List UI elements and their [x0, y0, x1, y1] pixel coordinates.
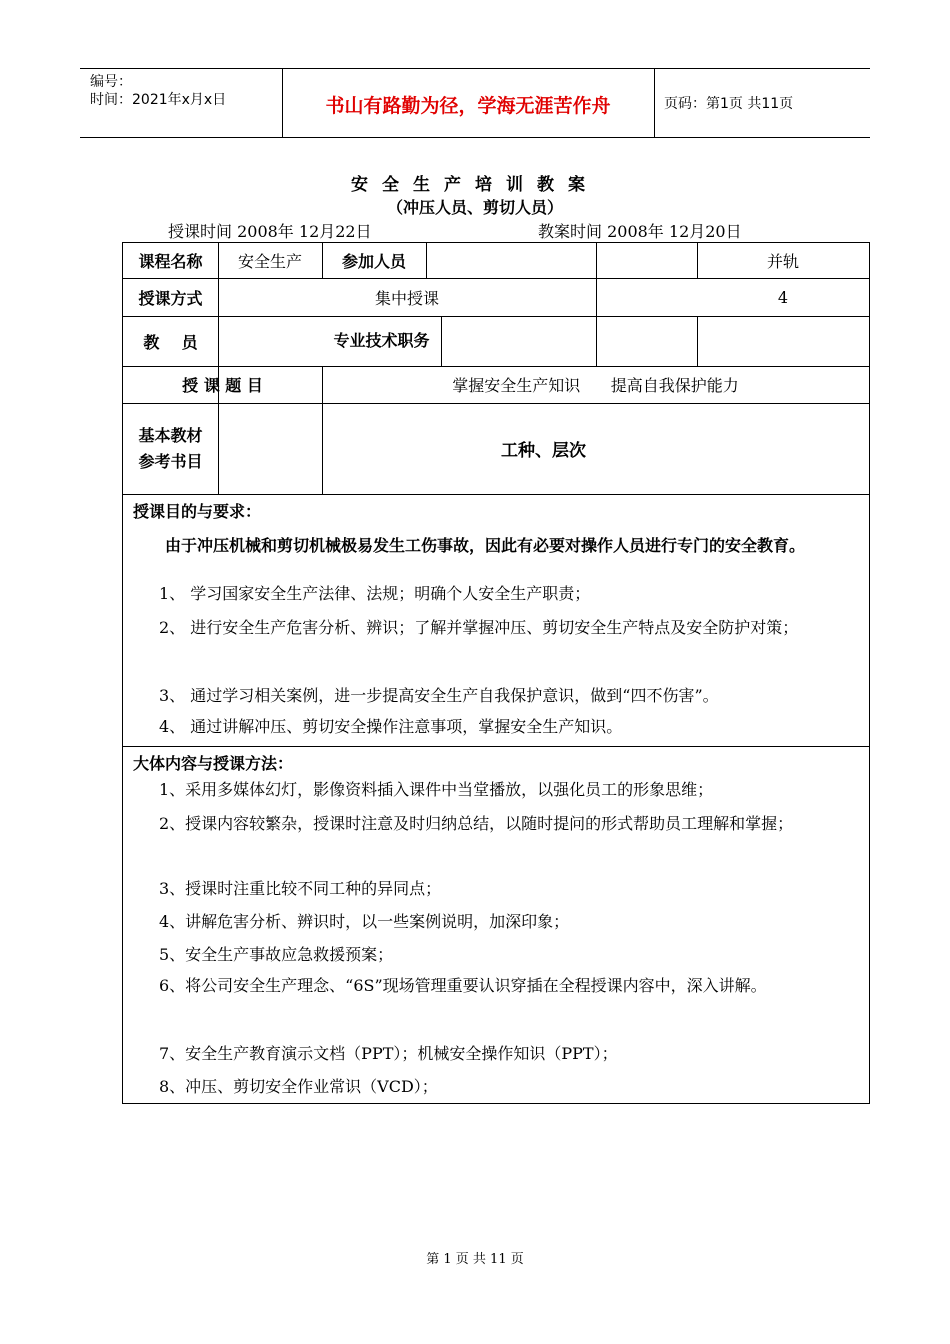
method-extra: 4 — [777, 287, 789, 307]
header-page-info: 页码：第1页 共11页 — [664, 96, 794, 112]
objective-item: 2、 进行安全生产危害分析、辨识；了解并掌握冲压、剪切安全生产特点及安全防护对策； — [159, 618, 799, 637]
method-label: 授课方式 — [138, 288, 203, 308]
content-heading: 大体内容与授课方法： — [133, 754, 294, 773]
plan-time: 教案时间 2008年 12月20日 — [538, 222, 742, 241]
page-footer: 第 1 页 共 11 页 — [426, 1252, 524, 1267]
course-name-value: 安全生产 — [237, 252, 302, 271]
topic-label: 授 课 题 目 — [182, 376, 263, 395]
header-info — [90, 73, 226, 109]
header-number: 编号： — [90, 74, 132, 90]
materials-label — [123, 403, 218, 494]
content-item: 3、授课时注重比较不同工种的异同点； — [159, 879, 442, 898]
participants-value: 并轨 — [766, 252, 799, 271]
header-divider — [654, 69, 655, 137]
col-line — [441, 316, 442, 366]
content-item: 5、安全生产事故应急救援预案； — [159, 945, 394, 964]
document-subtitle: （冲压人员、剪切人员） — [386, 198, 563, 217]
content-item: 8、冲压、剪切安全作业常识（VCD）； — [159, 1077, 438, 1096]
row-line — [123, 494, 869, 495]
lesson-plan-table — [122, 242, 870, 1104]
page-header — [80, 68, 870, 138]
content-item: 6、将公司安全生产理念、“6S”现场管理重要认识穿插在全程授课内容中，深入讲解。 — [159, 976, 767, 995]
content-item: 2、授课内容较繁杂，授课时注意及时归纳总结，以随时提问的形式帮助员工理解和掌握； — [159, 814, 794, 833]
row-line — [123, 316, 869, 317]
topic-value: 掌握安全生产知识 提高自我保护能力 — [452, 376, 739, 395]
objectives-heading: 授课目的与要求： — [133, 502, 262, 521]
content-item: 1、采用多媒体幻灯，影像资料插入课件中当堂播放，以强化员工的形象思维； — [159, 780, 714, 799]
col-line — [426, 243, 427, 278]
professional-title-label: 专业技术职务 — [333, 331, 430, 350]
materials-label-line1: 基本教材 — [138, 425, 203, 445]
objective-item: 1、 学习国家安全生产法律、法规；明确个人安全生产职责； — [159, 584, 591, 603]
course-name-label: 课程名称 — [138, 252, 203, 271]
content-item: 4、讲解危害分析、辨识时，以一些案例说明，加深印象； — [159, 912, 570, 931]
teach-time: 授课时间 2008年 12月22日 — [168, 222, 372, 241]
materials-label-line2: 参考书目 — [138, 451, 203, 471]
objectives-intro: 由于冲压机械和剪切机械极易发生工伤事故，因此有必要对操作人员进行专门的安全教育。 — [165, 536, 806, 555]
participants-label: 参加人员 — [341, 252, 406, 271]
header-motto: 书山有路勤为径，学海无涯苦作舟 — [325, 95, 611, 117]
content-item: 7、安全生产教育演示文档（PPT）；机械安全操作知识（PPT）； — [159, 1044, 618, 1063]
materials-value: 工种、层次 — [501, 441, 586, 461]
teacher-label: 教 员 — [143, 332, 198, 352]
col-line — [596, 243, 597, 366]
row-line — [123, 746, 869, 747]
method-value: 集中授课 — [374, 288, 439, 308]
objective-item: 3、 通过学习相关案例，进一步提高安全生产自我保护意识，做到“四不伤害”。 — [159, 686, 719, 705]
objective-item: 4、 通过讲解冲压、剪切安全操作注意事项，掌握安全生产知识。 — [159, 717, 623, 736]
header-time: 时间：2021年x月x日 — [90, 92, 227, 108]
document-title: 安全生产培训教案 — [351, 175, 599, 195]
col-line — [697, 316, 698, 366]
